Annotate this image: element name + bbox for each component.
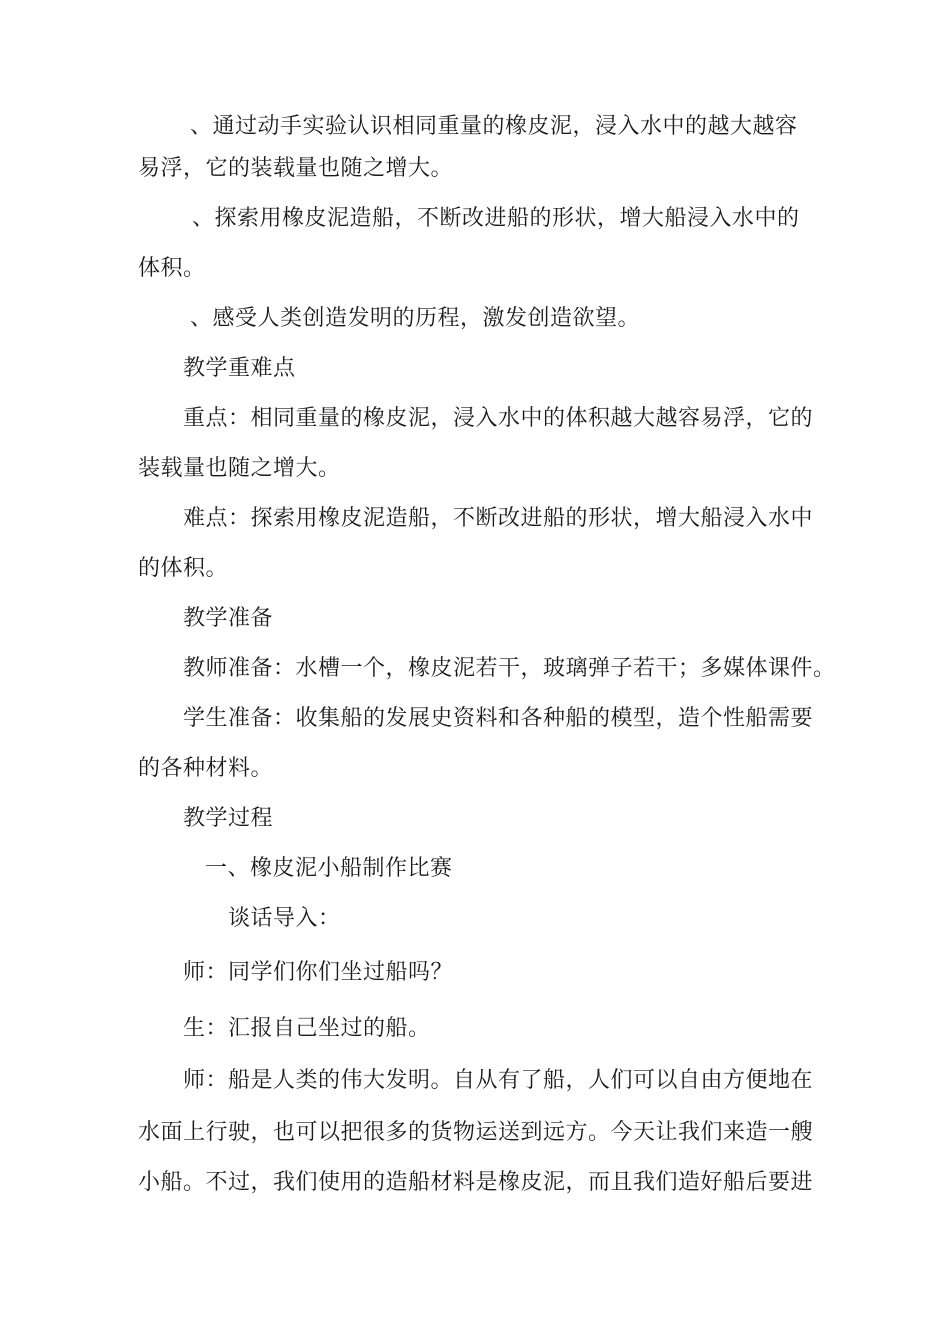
text-line: 的体积。 — [138, 556, 229, 581]
text-line: 重点：相同重量的橡皮泥，浸入水中的体积越大越容易浮，它的 — [183, 406, 814, 431]
text-line: 、感受人类创造发明的历程，激发创造欲望。 — [190, 306, 641, 331]
text-line: 师：同学们你们坐过船吗？ — [183, 960, 454, 985]
text-line: 生：汇报自己坐过的船。 — [183, 1016, 431, 1041]
subsection-heading: 一、橡皮泥小船制作比赛 — [205, 856, 453, 881]
text-line: 教师准备：水槽一个，橡皮泥若干，玻璃弹子若干；多媒体课件。 — [183, 656, 836, 681]
text-line: 小船。不过，我们使用的造船材料是橡皮泥，而且我们造好船后要进 — [138, 1170, 814, 1195]
text-line: 学生准备：收集船的发展史资料和各种船的模型，造个性船需要 — [183, 706, 814, 731]
text-line: 师：船是人类的伟大发明。自从有了船，人们可以自由方便地在 — [183, 1068, 814, 1093]
text-line: 体积。 — [138, 256, 206, 281]
text-line: 、通过动手实验认识相同重量的橡皮泥，浸入水中的越大越容 — [190, 114, 798, 139]
text-line: 装载量也随之增大。 — [138, 456, 341, 481]
text-line: 的各种材料。 — [138, 756, 274, 781]
text-line: 谈话导入： — [228, 906, 341, 931]
text-line: 水面上行驶，也可以把很多的货物运送到远方。今天让我们来造一艘 — [138, 1120, 814, 1145]
section-heading: 教学重难点 — [183, 356, 296, 381]
text-line: 易浮，它的装载量也随之增大。 — [138, 156, 454, 181]
text-line: 难点：探索用橡皮泥造船，不断改进船的形状，增大船浸入水中 — [183, 506, 814, 531]
section-heading: 教学准备 — [183, 606, 274, 631]
section-heading: 教学过程 — [183, 806, 274, 831]
text-line: 、探索用橡皮泥造船，不断改进船的形状，增大船浸入水中的 — [192, 206, 800, 231]
